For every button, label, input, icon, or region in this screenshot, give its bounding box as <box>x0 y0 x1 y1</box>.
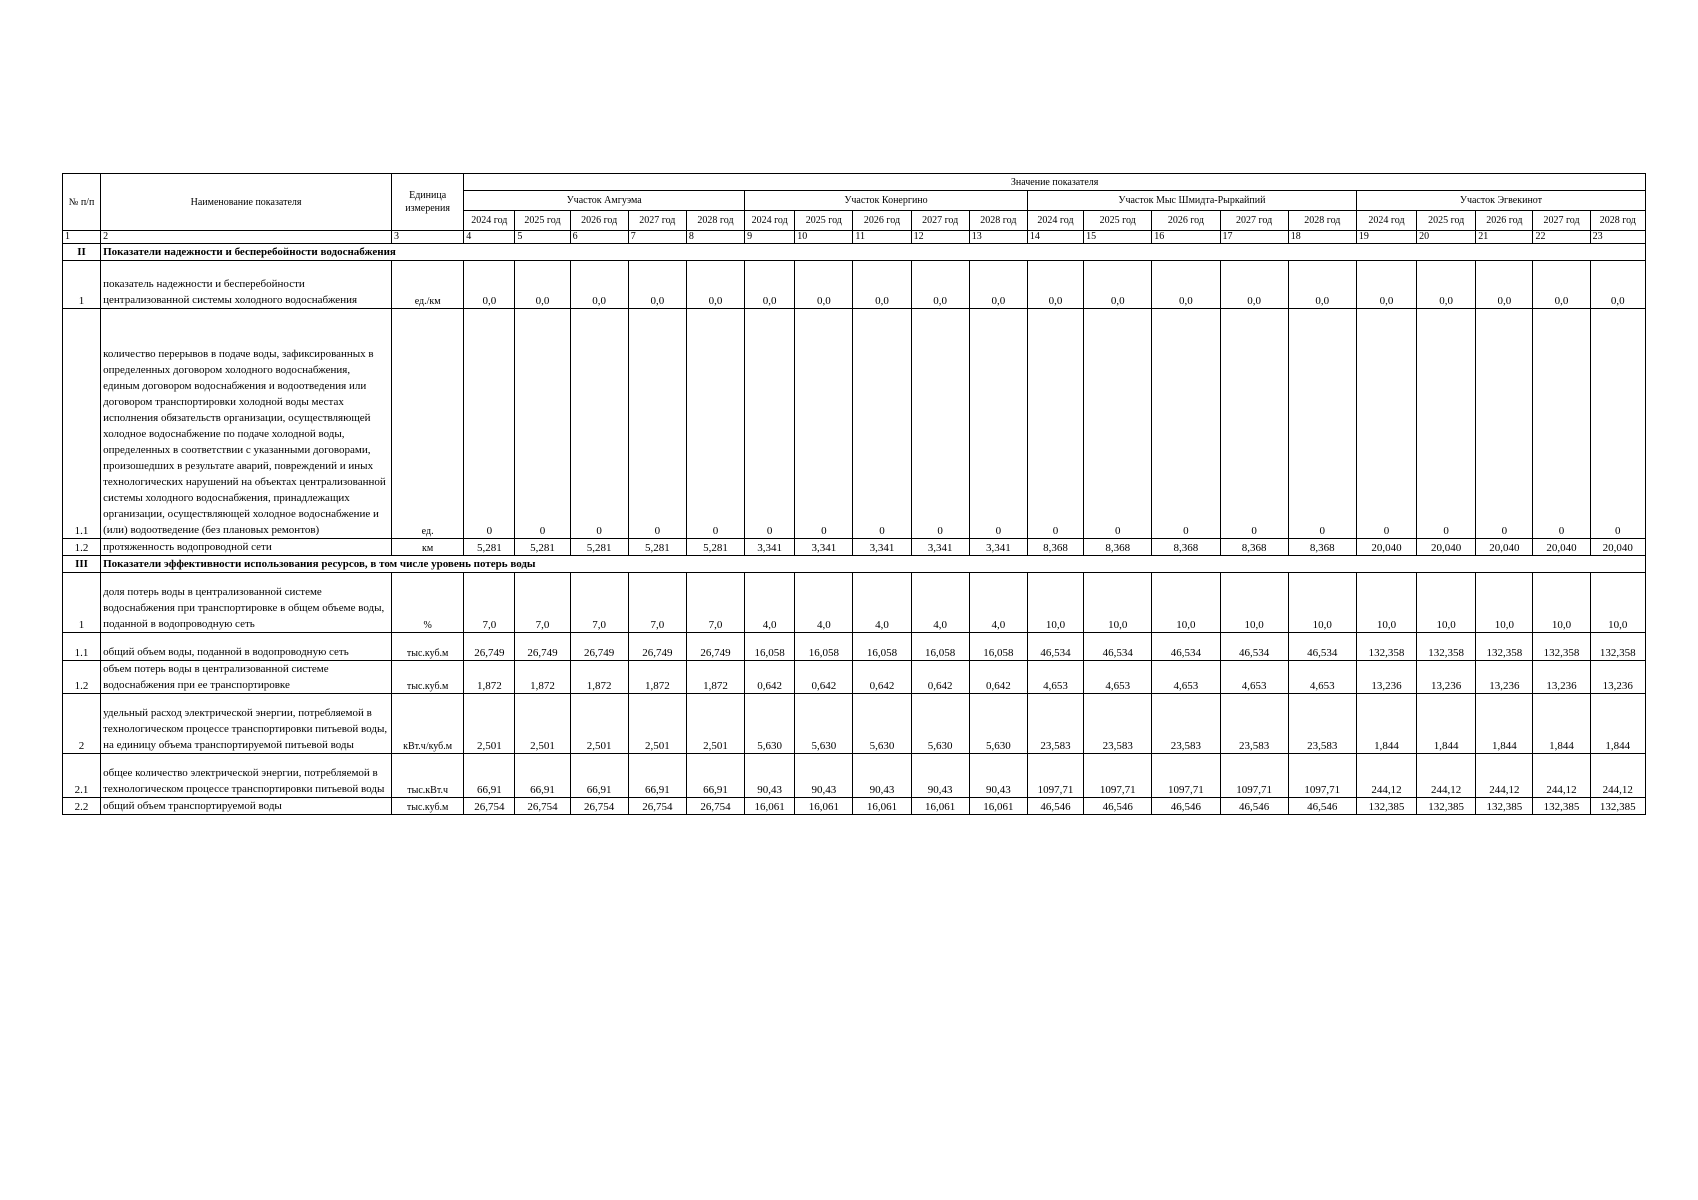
header-year: 2024 год <box>464 211 515 231</box>
value-cell: 0 <box>1417 309 1476 539</box>
value-cell: 8,368 <box>1220 539 1288 556</box>
value-cell: 0,0 <box>1356 261 1416 309</box>
value-cell: 0 <box>1356 309 1416 539</box>
value-cell: 0,0 <box>628 261 686 309</box>
value-cell: 0 <box>911 309 969 539</box>
value-cell: 1097,71 <box>1084 754 1152 798</box>
value-cell: 90,43 <box>911 754 969 798</box>
value-cell: 3,341 <box>853 539 911 556</box>
value-cell: 7,0 <box>628 573 686 633</box>
column-number: 15 <box>1084 231 1152 244</box>
value-cell: 244,12 <box>1476 754 1533 798</box>
table-row <box>63 539 1646 556</box>
indicator-name: показатель надежности и бесперебойности централизованной системы холодного водоснабжения <box>101 261 392 309</box>
row-number: 1.2 <box>63 539 101 556</box>
column-number: 22 <box>1533 231 1590 244</box>
indicator-unit: тыс.кВт.ч <box>392 754 464 798</box>
indicator-unit: ед./км <box>392 261 464 309</box>
value-cell: 20,040 <box>1533 539 1590 556</box>
header-year: 2026 год <box>570 211 628 231</box>
value-cell: 0 <box>628 309 686 539</box>
value-cell: 5,630 <box>853 694 911 754</box>
value-cell: 10,0 <box>1084 573 1152 633</box>
value-cell: 23,583 <box>1152 694 1220 754</box>
value-cell: 46,546 <box>1152 798 1220 815</box>
value-cell: 132,358 <box>1476 633 1533 661</box>
column-number: 7 <box>628 231 686 244</box>
value-cell: 244,12 <box>1417 754 1476 798</box>
indicator-name: доля потерь воды в централизованной системе водоснабжения при транспортировке в общем объеме воды, поданной в водопроводную сеть <box>101 573 392 633</box>
row-number: 1 <box>63 261 101 309</box>
value-cell: 244,12 <box>1590 754 1645 798</box>
value-cell: 10,0 <box>1027 573 1083 633</box>
value-cell: 46,546 <box>1084 798 1152 815</box>
column-number: 17 <box>1220 231 1288 244</box>
column-number: 8 <box>686 231 744 244</box>
indicator-name: общий объем воды, поданной в водопроводную сеть <box>101 633 392 661</box>
value-cell: 26,754 <box>628 798 686 815</box>
value-cell: 0 <box>969 309 1027 539</box>
value-cell: 0,642 <box>853 661 911 694</box>
value-cell: 1097,71 <box>1220 754 1288 798</box>
column-number: 18 <box>1288 231 1356 244</box>
value-cell: 132,358 <box>1417 633 1476 661</box>
value-cell: 26,749 <box>686 633 744 661</box>
indicator-unit: тыс.куб.м <box>392 633 464 661</box>
value-cell: 3,341 <box>911 539 969 556</box>
value-cell: 0,0 <box>1027 261 1083 309</box>
value-cell: 66,91 <box>570 754 628 798</box>
value-cell: 46,534 <box>1152 633 1220 661</box>
value-cell: 4,653 <box>1220 661 1288 694</box>
value-cell: 90,43 <box>795 754 853 798</box>
column-number: 9 <box>745 231 795 244</box>
value-cell: 46,534 <box>1288 633 1356 661</box>
value-cell: 0,0 <box>1084 261 1152 309</box>
value-cell: 7,0 <box>570 573 628 633</box>
value-cell: 132,385 <box>1476 798 1533 815</box>
value-cell: 20,040 <box>1356 539 1416 556</box>
value-cell: 5,630 <box>745 694 795 754</box>
value-cell: 66,91 <box>686 754 744 798</box>
column-number: 23 <box>1590 231 1645 244</box>
value-cell: 16,058 <box>853 633 911 661</box>
header-unit: Единица измерения <box>392 174 464 231</box>
value-cell: 0,0 <box>570 261 628 309</box>
row-number: 2.2 <box>63 798 101 815</box>
value-cell: 0 <box>1288 309 1356 539</box>
header-name: Наименование показателя <box>101 174 392 231</box>
header-year: 2025 год <box>1417 211 1476 231</box>
section-number: II <box>63 244 101 261</box>
value-cell: 16,058 <box>969 633 1027 661</box>
indicator-name: общее количество электрической энергии, потребляемой в технологическом процессе транспортировки питьевой воды <box>101 754 392 798</box>
header-plot-konergino: Участок Конергино <box>745 191 1028 211</box>
header-num: № п/п <box>63 174 101 231</box>
value-cell: 10,0 <box>1356 573 1416 633</box>
value-cell: 16,058 <box>911 633 969 661</box>
value-cell: 5,630 <box>795 694 853 754</box>
value-cell: 132,385 <box>1533 798 1590 815</box>
value-cell: 16,061 <box>795 798 853 815</box>
section-title: Показатели надежности и бесперебойности водоснабжения <box>101 244 1646 261</box>
value-cell: 0 <box>853 309 911 539</box>
row-number: 1.1 <box>63 309 101 539</box>
value-cell: 20,040 <box>1476 539 1533 556</box>
value-cell: 4,0 <box>745 573 795 633</box>
value-cell: 1097,71 <box>1027 754 1083 798</box>
table-row <box>63 754 1646 798</box>
value-cell: 0,0 <box>464 261 515 309</box>
value-cell: 2,501 <box>570 694 628 754</box>
column-number: 12 <box>911 231 969 244</box>
value-cell: 10,0 <box>1288 573 1356 633</box>
indicator-unit: км <box>392 539 464 556</box>
value-cell: 0 <box>515 309 570 539</box>
value-cell: 132,358 <box>1533 633 1590 661</box>
value-cell: 2,501 <box>686 694 744 754</box>
value-cell: 0,0 <box>745 261 795 309</box>
value-cell: 46,534 <box>1027 633 1083 661</box>
table-row <box>63 661 1646 694</box>
header-year: 2024 год <box>1356 211 1416 231</box>
value-cell: 7,0 <box>464 573 515 633</box>
value-cell: 8,368 <box>1084 539 1152 556</box>
value-cell: 244,12 <box>1533 754 1590 798</box>
value-cell: 5,630 <box>911 694 969 754</box>
value-cell: 16,058 <box>745 633 795 661</box>
value-cell: 66,91 <box>515 754 570 798</box>
value-cell: 1,844 <box>1356 694 1416 754</box>
indicators-table <box>62 173 1646 815</box>
value-cell: 13,236 <box>1533 661 1590 694</box>
value-cell: 1,844 <box>1590 694 1645 754</box>
value-cell: 4,653 <box>1027 661 1083 694</box>
value-cell: 23,583 <box>1084 694 1152 754</box>
value-cell: 0 <box>745 309 795 539</box>
value-cell: 90,43 <box>969 754 1027 798</box>
header-year: 2025 год <box>515 211 570 231</box>
value-cell: 1,844 <box>1417 694 1476 754</box>
indicator-name: удельный расход электрической энергии, потребляемой в технологическом процессе транспортировки питьевой воды, на единицу объема транспортируемой питьевой воды <box>101 694 392 754</box>
value-cell: 16,058 <box>795 633 853 661</box>
value-cell: 10,0 <box>1220 573 1288 633</box>
value-cell: 132,385 <box>1417 798 1476 815</box>
value-cell: 8,368 <box>1027 539 1083 556</box>
row-number: 1.1 <box>63 633 101 661</box>
value-cell: 0 <box>1027 309 1083 539</box>
column-number: 5 <box>515 231 570 244</box>
section-title: Показатели эффективности использования ресурсов, в том числе уровень потерь воды <box>101 556 1646 573</box>
value-cell: 46,534 <box>1220 633 1288 661</box>
value-cell: 46,534 <box>1084 633 1152 661</box>
value-cell: 0,0 <box>795 261 853 309</box>
value-cell: 132,385 <box>1356 798 1416 815</box>
indicator-name: объем потерь воды в централизованной системе водоснабжения при ее транспортировке <box>101 661 392 694</box>
section-row <box>63 556 1646 573</box>
value-cell: 0 <box>1533 309 1590 539</box>
value-cell: 0,0 <box>1288 261 1356 309</box>
table-row <box>63 261 1646 309</box>
value-cell: 3,341 <box>969 539 1027 556</box>
value-cell: 26,754 <box>570 798 628 815</box>
value-cell: 46,546 <box>1220 798 1288 815</box>
row-number: 2 <box>63 694 101 754</box>
value-cell: 0,0 <box>911 261 969 309</box>
table-row <box>63 573 1646 633</box>
value-cell: 5,281 <box>464 539 515 556</box>
value-cell: 20,040 <box>1590 539 1645 556</box>
column-number: 20 <box>1417 231 1476 244</box>
indicator-unit: % <box>392 573 464 633</box>
value-cell: 2,501 <box>515 694 570 754</box>
indicator-name: общий объем транспортируемой воды <box>101 798 392 815</box>
column-number: 16 <box>1152 231 1220 244</box>
value-cell: 0,642 <box>745 661 795 694</box>
header-year: 2027 год <box>911 211 969 231</box>
header-year: 2024 год <box>1027 211 1083 231</box>
value-cell: 0,642 <box>795 661 853 694</box>
column-number: 1 <box>63 231 101 244</box>
value-cell: 13,236 <box>1476 661 1533 694</box>
value-cell: 132,358 <box>1590 633 1645 661</box>
header-year: 2026 год <box>853 211 911 231</box>
indicator-name: протяженность водопроводной сети <box>101 539 392 556</box>
value-cell: 5,281 <box>515 539 570 556</box>
value-cell: 26,754 <box>686 798 744 815</box>
table-row <box>63 798 1646 815</box>
row-number: 1.2 <box>63 661 101 694</box>
value-cell: 13,236 <box>1590 661 1645 694</box>
value-cell: 26,749 <box>628 633 686 661</box>
value-cell: 10,0 <box>1533 573 1590 633</box>
value-cell: 0,0 <box>1590 261 1645 309</box>
value-cell: 26,749 <box>570 633 628 661</box>
value-cell: 0,0 <box>515 261 570 309</box>
value-cell: 0 <box>795 309 853 539</box>
value-cell: 5,281 <box>570 539 628 556</box>
value-cell: 0 <box>1590 309 1645 539</box>
value-cell: 23,583 <box>1027 694 1083 754</box>
value-cell: 8,368 <box>1152 539 1220 556</box>
value-cell: 1097,71 <box>1288 754 1356 798</box>
indicator-name: количество перерывов в подаче воды, зафиксированных в определенных договором холодного водоснабжения, единым договором водоснабжения и водоотведения или договором транспортировки холодной воды местах исполнения обязательств организации, осуществляющей холодное водоснабжение по подаче холодной воды, определенных в соответствии с указанными договорами, произошедших в результате аварий, повреждений и иных технологических нарушений на объектах централизованной системы холодного водоснабжения, принадлежащих организации, осуществляющей холодное водоснабжение и (или) водоотведение (без плановых ремонтов) <box>101 309 392 539</box>
value-cell: 3,341 <box>745 539 795 556</box>
value-cell: 0 <box>1152 309 1220 539</box>
column-number: 11 <box>853 231 911 244</box>
value-cell: 244,12 <box>1356 754 1416 798</box>
value-cell: 5,281 <box>686 539 744 556</box>
column-number: 19 <box>1356 231 1416 244</box>
value-cell: 10,0 <box>1417 573 1476 633</box>
header-year: 2028 год <box>1288 211 1356 231</box>
value-cell: 4,653 <box>1288 661 1356 694</box>
value-cell: 1,872 <box>686 661 744 694</box>
value-cell: 26,754 <box>464 798 515 815</box>
value-cell: 1,844 <box>1533 694 1590 754</box>
value-cell: 13,236 <box>1356 661 1416 694</box>
value-cell: 1097,71 <box>1152 754 1220 798</box>
value-cell: 26,749 <box>464 633 515 661</box>
value-cell: 90,43 <box>745 754 795 798</box>
value-cell: 7,0 <box>686 573 744 633</box>
value-cell: 90,43 <box>853 754 911 798</box>
indicators-document <box>62 173 1646 815</box>
value-cell: 26,754 <box>515 798 570 815</box>
column-number: 21 <box>1476 231 1533 244</box>
value-cell: 26,749 <box>515 633 570 661</box>
header-year: 2027 год <box>1220 211 1288 231</box>
value-cell: 1,872 <box>464 661 515 694</box>
value-cell: 0 <box>464 309 515 539</box>
value-cell: 4,653 <box>1084 661 1152 694</box>
value-cell: 3,341 <box>795 539 853 556</box>
value-cell: 23,583 <box>1288 694 1356 754</box>
value-cell: 5,281 <box>628 539 686 556</box>
value-cell: 0 <box>1084 309 1152 539</box>
column-number: 6 <box>570 231 628 244</box>
header-year: 2026 год <box>1152 211 1220 231</box>
value-cell: 0 <box>570 309 628 539</box>
value-cell: 0,0 <box>1220 261 1288 309</box>
value-cell: 4,0 <box>969 573 1027 633</box>
header-year: 2027 год <box>628 211 686 231</box>
value-cell: 20,040 <box>1417 539 1476 556</box>
value-cell: 16,061 <box>853 798 911 815</box>
value-cell: 1,872 <box>570 661 628 694</box>
value-cell: 1,872 <box>628 661 686 694</box>
header-year: 2028 год <box>969 211 1027 231</box>
value-cell: 46,546 <box>1288 798 1356 815</box>
value-cell: 4,0 <box>853 573 911 633</box>
header-year: 2025 год <box>1084 211 1152 231</box>
header-plot-mys-shmidta: Участок Мыс Шмидта-Рыркайпий <box>1027 191 1356 211</box>
value-cell: 0,0 <box>1417 261 1476 309</box>
value-cell: 0 <box>686 309 744 539</box>
value-cell: 8,368 <box>1288 539 1356 556</box>
indicator-unit: ед. <box>392 309 464 539</box>
value-cell: 0,642 <box>969 661 1027 694</box>
header-year: 2028 год <box>1590 211 1645 231</box>
table-row <box>63 694 1646 754</box>
value-cell: 4,653 <box>1152 661 1220 694</box>
value-cell: 0 <box>1476 309 1533 539</box>
section-number: III <box>63 556 101 573</box>
value-cell: 66,91 <box>628 754 686 798</box>
column-number: 13 <box>969 231 1027 244</box>
indicator-unit: кВт.ч/куб.м <box>392 694 464 754</box>
value-cell: 10,0 <box>1152 573 1220 633</box>
indicator-unit: тыс.куб.м <box>392 798 464 815</box>
value-cell: 132,358 <box>1356 633 1416 661</box>
header-plot-amguema: Участок Амгуэма <box>464 191 745 211</box>
value-cell: 5,630 <box>969 694 1027 754</box>
value-cell: 1,844 <box>1476 694 1533 754</box>
header-year: 2024 год <box>745 211 795 231</box>
column-number: 4 <box>464 231 515 244</box>
value-cell: 16,061 <box>745 798 795 815</box>
value-cell: 0,0 <box>1152 261 1220 309</box>
header-year: 2027 год <box>1533 211 1590 231</box>
row-number: 1 <box>63 573 101 633</box>
row-number: 2.1 <box>63 754 101 798</box>
value-cell: 0,0 <box>686 261 744 309</box>
value-cell: 23,583 <box>1220 694 1288 754</box>
column-number: 3 <box>392 231 464 244</box>
value-cell: 132,385 <box>1590 798 1645 815</box>
column-number: 2 <box>101 231 392 244</box>
value-cell: 10,0 <box>1590 573 1645 633</box>
header-value-group: Значение показателя <box>464 174 1646 191</box>
column-number: 14 <box>1027 231 1083 244</box>
header-year: 2026 год <box>1476 211 1533 231</box>
value-cell: 16,061 <box>969 798 1027 815</box>
table-row <box>63 309 1646 539</box>
header-year: 2025 год <box>795 211 853 231</box>
value-cell: 0 <box>1220 309 1288 539</box>
value-cell: 0,0 <box>1476 261 1533 309</box>
indicator-unit: тыс.куб.м <box>392 661 464 694</box>
section-row <box>63 244 1646 261</box>
value-cell: 13,236 <box>1417 661 1476 694</box>
value-cell: 0,0 <box>853 261 911 309</box>
value-cell: 10,0 <box>1476 573 1533 633</box>
table-row <box>63 633 1646 661</box>
header-year: 2028 год <box>686 211 744 231</box>
column-number: 10 <box>795 231 853 244</box>
value-cell: 46,546 <box>1027 798 1083 815</box>
value-cell: 4,0 <box>911 573 969 633</box>
value-cell: 7,0 <box>515 573 570 633</box>
value-cell: 66,91 <box>464 754 515 798</box>
value-cell: 2,501 <box>628 694 686 754</box>
value-cell: 0,0 <box>969 261 1027 309</box>
value-cell: 1,872 <box>515 661 570 694</box>
value-cell: 0,0 <box>1533 261 1590 309</box>
header-plot-egvekinot: Участок Эгвекинот <box>1356 191 1645 211</box>
value-cell: 16,061 <box>911 798 969 815</box>
value-cell: 2,501 <box>464 694 515 754</box>
value-cell: 0,642 <box>911 661 969 694</box>
value-cell: 4,0 <box>795 573 853 633</box>
